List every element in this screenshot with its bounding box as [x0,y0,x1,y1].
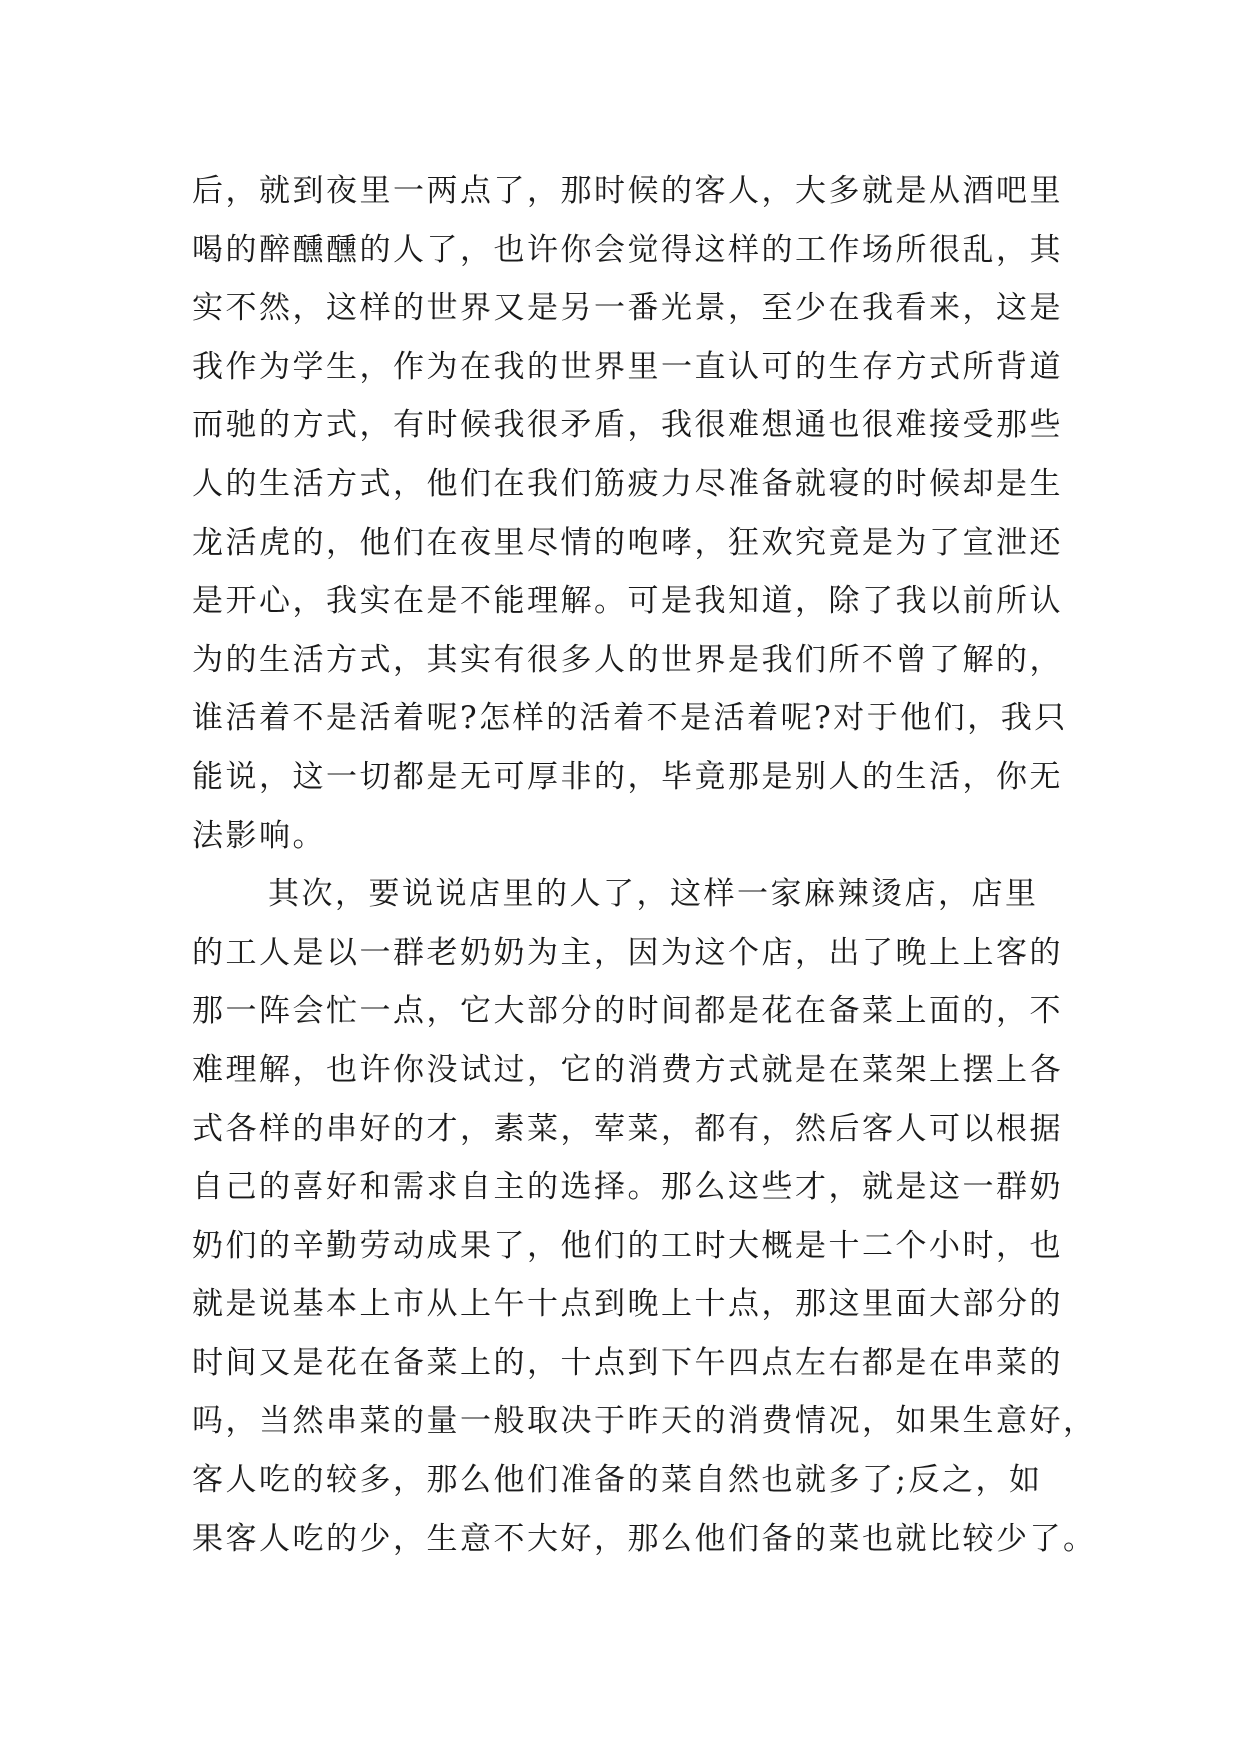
text-line: 为的生活方式，其实有很多人的世界是我们所不曾了解的， [192,641,1063,678]
text-line: 的工人是以一群老奶奶为主，因为这个店，出了晚上上客的 [192,934,1063,971]
paragraph-2 [192,865,1097,1568]
text-line: 而驰的方式，有时候我很矛盾，我很难想通也很难接受那些 [192,407,1063,444]
text-line: 我作为学生，作为在我的世界里一直认可的生存方式所背道 [192,348,1063,385]
text-line: 实不然，这样的世界又是另一番光景，至少在我看来，这是 [192,290,1063,327]
text-line: 人的生活方式，他们在我们筋疲力尽准备就寝的时候却是生 [192,465,1063,502]
text-line: 能说，这一切都是无可厚非的，毕竟那是别人的生活，你无 [192,758,1063,795]
text-line: 吗，当然串菜的量一般取决于昨天的消费情况，如果生意好， [192,1403,1097,1440]
text-line: 果客人吃的少，生意不大好，那么他们备的菜也就比较少了。 [192,1520,1097,1557]
text-line: 难理解，也许你没试过，它的消费方式就是在菜架上摆上各 [192,1051,1063,1088]
paragraph-1 [192,162,1072,865]
text-line: 龙活虎的，他们在夜里尽情的咆哮，狂欢究竟是为了宣泄还 [192,524,1063,561]
text-line: 那一阵会忙一点，它大部分的时间都是花在备菜上面的，不 [192,993,1063,1030]
text-line: 式各样的串好的才，素菜，荤菜，都有，然后客人可以根据 [192,1110,1063,1147]
body-text [192,162,1097,1568]
text-line: 客人吃的较多，那么他们准备的菜自然也就多了;反之，如 [192,1462,1043,1499]
text-line: 是开心，我实在是不能理解。可是我知道，除了我以前所认 [192,583,1063,620]
text-line: 自己的喜好和需求自主的选择。那么这些才，就是这一群奶 [192,1169,1063,1206]
text-line: 法影响。 [192,817,326,854]
text-line: 奶们的辛勤劳动成果了，他们的工时大概是十二个小时，也 [192,1227,1063,1264]
text-line: 喝的醉醺醺的人了，也许你会觉得这样的工作场所很乱，其 [192,231,1063,268]
text-line: 后，就到夜里一两点了，那时候的客人，大多就是从酒吧里 [192,173,1063,209]
text-line: 时间又是花在备菜上的，十点到下午四点左右都是在串菜的 [192,1344,1063,1381]
text-line: 谁活着不是活着呢?怎样的活着不是活着呢?对于他们，我只 [192,700,1068,737]
text-line: 就是说基本上市从上午十点到晚上十点，那这里面大部分的 [192,1286,1063,1323]
text-line: 其次，要说说店里的人了，这样一家麻辣烫店，店里 [268,876,1039,913]
